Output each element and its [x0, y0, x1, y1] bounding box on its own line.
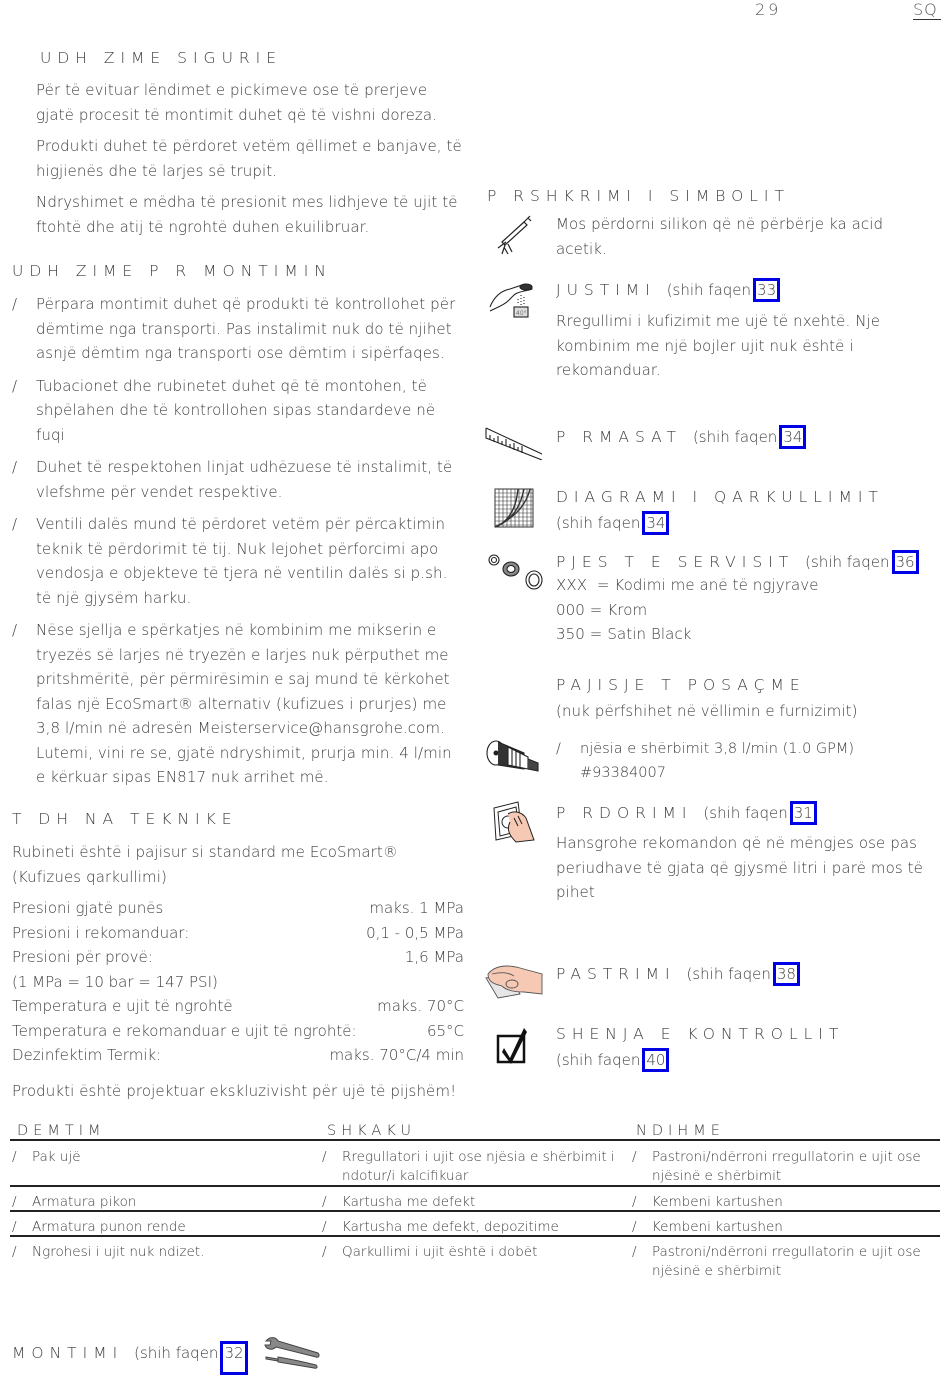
usage-text: Hansgrohe rekomandon që në mëngjes ose pas periudhave të gjata që gjysmë litri i parë mos të pihet: [556, 834, 923, 901]
spec-value: maks. 1 MPa: [369, 899, 464, 917]
see-page-label: (shih faqen: [134, 1344, 219, 1362]
help-cell: Kembeni kartushen: [652, 1194, 783, 1210]
technical-title: T DH NA TEKNIKE: [12, 810, 238, 828]
cleaning-heading: [556, 962, 800, 986]
slash-bullet: /: [12, 458, 18, 476]
assembly-heading: [12, 1341, 248, 1375]
table-divider: [10, 1235, 940, 1237]
spec-label: Temperatura e ujit të ngrohtë: [12, 997, 233, 1015]
flow-diagram-icon: [494, 488, 534, 528]
table-row: [12, 1148, 942, 1186]
page-link-40[interactable]: 40: [642, 1048, 669, 1072]
mounting-list: [12, 292, 462, 798]
list-item-text: Duhet të respektohen linjat udhëzuese të instalimit, të vlefshme për vendet respektive.: [36, 458, 453, 501]
safety-section: [36, 78, 466, 239]
svg-text:40°: 40°: [516, 310, 527, 317]
flow-title: DIAGRAMI I QARKULLIMIT: [556, 488, 884, 506]
special-item-number: #93384007: [580, 765, 666, 781]
spec-label: Presioni për provë:: [12, 948, 153, 966]
assembly-title: MONTIMI: [12, 1344, 124, 1362]
list-item: [12, 292, 462, 366]
dimensions-title: P RMASAT: [556, 428, 683, 446]
cause-cell: Kartusha me defekt: [342, 1194, 476, 1210]
temperature-adjust-icon: [488, 277, 536, 319]
spec-label: Presioni i rekomanduar:: [12, 923, 190, 942]
wrench-screwdriver-icon: [262, 1335, 322, 1371]
aerator-icon: [484, 737, 540, 777]
help-cell: Kembeni kartushen: [652, 1219, 783, 1235]
usage-heading: [556, 801, 817, 825]
cause-cell: Qarkullimi i ujit është i dobët: [342, 1244, 538, 1260]
slash-bullet: /: [556, 741, 561, 757]
table-header-cause: SHKAKU: [327, 1123, 417, 1139]
page-link-36[interactable]: 36: [892, 550, 919, 574]
see-page-label: (shih faqen: [805, 553, 890, 571]
see-page-label: (shih faqen: [556, 514, 641, 532]
damage-cell: Pak ujë: [32, 1149, 81, 1165]
slash-bullet: /: [632, 1244, 637, 1260]
spec-value: 1,6 MPa: [404, 948, 464, 966]
hand-turning-icon: [488, 800, 538, 844]
check-title: SHENJA E KONTROLLIT: [556, 1025, 845, 1043]
symbols-title: P RSHKRIMI I SIMBOLIT: [487, 187, 790, 205]
table-header-help: NDIHME: [636, 1123, 725, 1139]
page-link-34[interactable]: 34: [779, 425, 806, 449]
spec-row: [12, 1043, 464, 1068]
table-header-damage: DEMTIM: [17, 1123, 106, 1139]
hand-cleaning-icon: [484, 962, 544, 1002]
slash-bullet: /: [12, 515, 18, 533]
service-parts-icon: [486, 552, 544, 592]
special-subtitle: (nuk përfshihet në vëllimin e furnizimit): [556, 702, 858, 720]
color-code: XXX = Kodimi me anë të ngjyrave: [556, 576, 819, 594]
safety-paragraph: Produkti duhet të përdoret vetëm qëllimet e banjave, të higjienës dhe të larjes së trupit.: [36, 137, 462, 180]
special-item: [556, 737, 926, 785]
silicone-gun-icon: [492, 212, 534, 256]
list-item-text: Përpara montimit duhet që produkti të kontrollohet për dëmtime nga transporti. Pas instalimit nuk do të njihet asnjë dëmtim nga transporti ose dëmtim i sipërfaqes.: [36, 295, 456, 362]
see-page-label: (shih faqen: [686, 965, 771, 983]
slash-bullet: /: [322, 1194, 327, 1210]
slash-bullet: /: [632, 1219, 637, 1235]
slash-bullet: /: [12, 1149, 17, 1165]
color-code: 000 = Krom: [556, 600, 648, 619]
slash-bullet: /: [12, 1219, 17, 1235]
slash-bullet: /: [322, 1149, 327, 1165]
dimensions-heading: [556, 425, 806, 449]
spec-row: [12, 1019, 464, 1044]
service-heading: [556, 550, 919, 574]
mounting-title: UDH ZIME P R MONTIMIN: [12, 262, 332, 280]
special-item-name: njësia e shërbimit 3,8 l/min (1.0 GPM): [580, 741, 855, 757]
help-cell: Pastroni/ndërroni rregullatorin e ujit ose njësinë e shërbimit: [652, 1149, 921, 1184]
list-item: [12, 374, 462, 448]
cause-cell: Kartusha me defekt, depozitime: [342, 1219, 559, 1235]
see-page-label: (shih faqen: [692, 428, 778, 446]
cleaning-title: PASTRIMI: [556, 965, 676, 983]
spec-row: [12, 945, 464, 970]
adjust-text: Rregullimi i kufizimit me ujë të nxehtë. Nje kombinim me një bojler ujit nuk është i rekomanduar.: [556, 312, 881, 379]
spec-row: [12, 994, 464, 1019]
usage-title: P RDORIMI: [556, 804, 693, 822]
check-ref: [556, 1048, 669, 1072]
page-link-34[interactable]: 34: [642, 511, 669, 535]
silicone-text: Mos përdorni silikon që në përbërje ka acid acetik.: [556, 215, 884, 258]
checkmark-icon: [496, 1026, 530, 1066]
list-item: [12, 618, 462, 790]
technical-note: Produkti është projektuar ekskluzivisht për ujë të pijshëm!: [12, 1081, 457, 1100]
adjust-title: JUSTIMI: [556, 281, 656, 299]
slash-bullet: /: [12, 295, 18, 313]
list-item-text: Ventili dalës mund të përdoret vetëm për përcaktimin teknik të përdorimit të tij. Nuk lejohet përforcimi apo vendosja e objekteve të tjera në ventilin dalës si p.sh. të një gjysëm harku.: [36, 515, 448, 607]
spec-row: [12, 970, 464, 995]
slash-bullet: /: [632, 1194, 637, 1210]
list-item-text: Nëse sjellja e spërkatjes në kombinim me mikserin e tryezës së larjes në tryezën e larjes nuk përputhet me pritshmëritë, për përmirësimin e saj mund të kërkohet falas një EcoSmart® alternativ (kufizues i prurjes) me 3,8 l/min në adresën Meisterservice@hansgrohe.com. Lutemi, vini re se, gjatë ndryshimit, prurja min. 4 l/min e kërkuar sipas EN817 nuk arrihet më.: [36, 621, 452, 786]
list-item: [12, 512, 462, 610]
damage-cell: Armatura pikon: [32, 1194, 137, 1210]
list-item-text: Tubacionet dhe rubinetet duhet që të montohen, të shpëlahen dhe të kontrollohen sipas standardeve në fuqi: [36, 376, 436, 444]
technical-intro: Rubineti është i pajisur si standard me EcoSmart® (Kufizues qarkullimi): [12, 843, 399, 886]
see-page-label: (shih faqen: [556, 1051, 641, 1069]
help-cell: Pastroni/ndërroni rregullatorin e ujit ose njësinë e shërbimit: [652, 1244, 921, 1279]
page-link-32[interactable]: 32: [220, 1341, 247, 1375]
language-label: SQ: [913, 0, 938, 19]
table-divider: [10, 1210, 940, 1212]
ruler-icon: [484, 424, 544, 460]
color-code: 350 = Satin Black: [556, 625, 692, 643]
spec-label: (1 MPa = 10 bar = 147 PSI): [12, 972, 218, 991]
page-link-38[interactable]: 38: [773, 962, 800, 986]
safety-paragraph: Për të evituar lëndimet e pickimeve ose të prerjeve gjatë procesit të montimit duhet që të vishni doreza.: [36, 81, 438, 124]
slash-bullet: /: [12, 1244, 17, 1260]
spec-row: [12, 896, 464, 921]
slash-bullet: /: [632, 1149, 637, 1165]
spec-value: 65°C: [426, 1021, 464, 1040]
see-page-label: (shih faqen: [666, 281, 752, 299]
list-item: [12, 455, 462, 504]
spec-list: [12, 896, 464, 1068]
safety-paragraph: Ndryshimet e mëdha të presionit mes lidhjeve të ujit të ftohtë dhe atij të ngrohtë duhen ekuilibruar.: [36, 193, 458, 236]
service-title: PJES T E SERVISIT: [556, 553, 795, 571]
service-codes: [556, 573, 819, 647]
damage-cell: Ngrohesi i ujit nuk ndizet.: [32, 1244, 205, 1260]
slash-bullet: /: [12, 621, 18, 639]
see-page-label: (shih faqen: [703, 804, 788, 822]
spec-value: 0,1 - 0,5 MPa: [366, 923, 464, 942]
spec-label: Temperatura e rekomanduar e ujit të ngrohtë:: [12, 1021, 357, 1040]
spec-row: [12, 921, 464, 946]
language-tab: [913, 0, 941, 20]
page-number: 29: [755, 0, 782, 19]
cause-cell: Rregullatori i ujit ose njësia e shërbimit i ndotur/i kalcifikuar: [342, 1149, 615, 1184]
page-link-31[interactable]: 31: [790, 801, 817, 825]
spec-value: maks. 70°C/4 min: [329, 1046, 464, 1064]
special-title: PAJISJE T POSAÇME: [556, 676, 806, 694]
flow-ref: [556, 511, 669, 535]
spec-label: Dezinfektim Termik:: [12, 1046, 162, 1064]
slash-bullet: /: [322, 1244, 327, 1260]
technical-section: [12, 840, 464, 1103]
slash-bullet: /: [12, 376, 18, 395]
spec-label: Presioni gjatë punës: [12, 899, 164, 917]
damage-cell: Armatura punon rende: [32, 1219, 186, 1235]
table-divider: [10, 1185, 940, 1187]
adjust-heading: [556, 278, 780, 302]
spec-value: maks. 70°C: [377, 997, 464, 1015]
table-divider: [10, 1139, 940, 1141]
page-link-33[interactable]: 33: [753, 278, 780, 302]
safety-title: UDH ZIME SIGURIE: [40, 49, 283, 67]
slash-bullet: /: [12, 1194, 17, 1210]
slash-bullet: /: [322, 1219, 327, 1235]
